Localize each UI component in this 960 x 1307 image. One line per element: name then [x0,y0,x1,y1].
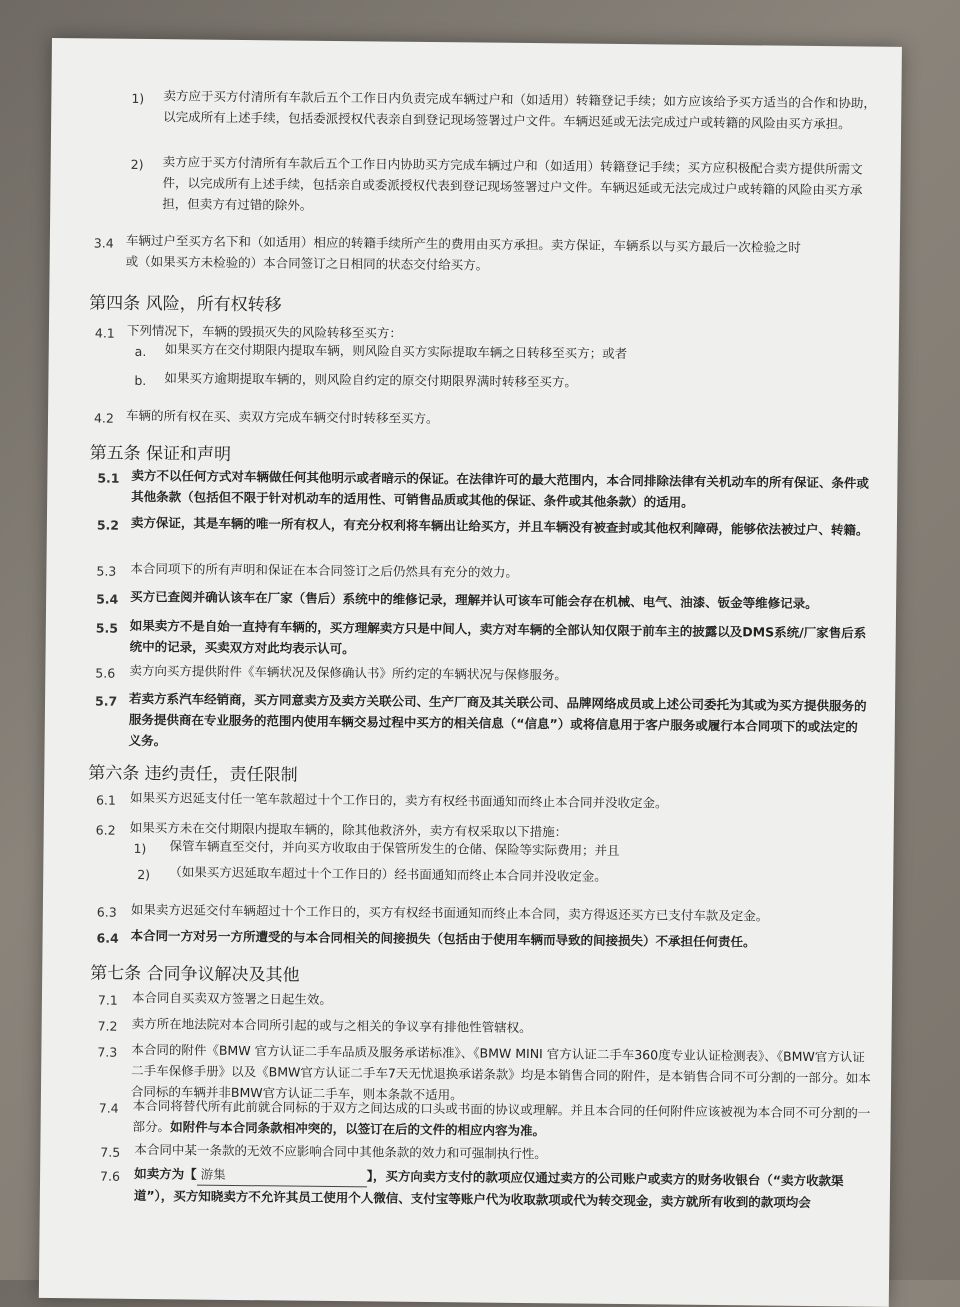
clause-text: 下列情况下，车辆的毁损灭失的风险转移至买方： [126,322,403,341]
clause-number: 6.1 [95,792,116,808]
clause-text: 卖方所在地法院对本合同所引起的或与之相关的争议享有排他性管辖权。 [131,1015,532,1036]
item-number: 1) [131,90,145,106]
clause-number: 5.3 [96,563,117,579]
clause-text-suffix: 】，买方向卖方支付的款项应仅通过卖方的公司账户或卖方的财务收银台（“卖方收款渠道”），买方知晓卖方不允许其员工使用个人微信、支付宝等账户代为收取款项或代为转交现金，卖方就所有收到的款项均会 [133,1168,844,1211]
item-text: 卖方应于买方付清所有车款后五个工作日内协助买方完成车辆过户和（如适用）转籍登记手续；买方应积极配合卖方提供所需文件，以完成所有上述手续，包括亲自或委派授权代表到登记现场签署过户文件。车辆迟延或无法完成过户或转籍的风险由买方承担，但卖方有过错的除外。 [162,154,863,213]
clause-text: 如果卖方迟延交付车辆超过十个工作日的，买方有权经书面通知而终止本合同，卖方得返还买方已支付车款及定金。 [130,901,769,924]
contract-page [39,38,902,1307]
clause-text: 卖方不以任何方式对车辆做任何其他明示或者暗示的保证。在法律许可的最大范围内，本合同排除法律有关机动车的所有保证、条件或其他条款（包括但不限于针对机动车的适用性、可销售品质或其他的保证、条件或其他条款）的适用。 [131,467,869,510]
clause-number: 4.2 [93,410,114,426]
sub-item-text: （如果买方迟延取车超过十个工作日的）经书面通知而终止本合同并没收定金。 [169,864,607,884]
clause-number: 7.6 [100,1168,121,1184]
item-text: 卖方应于买方付清所有车款后五个工作日内负责完成车辆过户和（如适用）转籍登记手续；如方应该给予买方适当的合作和协助，以完成所有上述手续，包括委派授权代表亲自到登记现场签署过户文件。车辆迟延或无法完成过户或转籍的风险由买方承担。 [163,88,876,132]
clause-number: 7.5 [100,1144,121,1160]
section-heading: 第六条 违约责任，责任限制 [88,763,298,786]
clause-text: 如果买方迟延支付任一笔车款超过十个工作日的，卖方有权经书面通知而终止本合同并没收定金。 [129,789,668,811]
clause-number: 5.7 [94,693,118,709]
clause-number: 6.4 [96,930,119,946]
clause-text: 车辆的所有权在买、卖双方完成车辆交付时转移至买方。 [125,407,439,427]
item-number: 2) [130,156,144,172]
clause-text: 本合同项下的所有声明和保证在本合同签订之后仍然具有充分的效力。 [130,560,519,580]
clause-number: 7.1 [97,992,118,1008]
clause-text [132,1095,872,1145]
clause-text [134,1163,874,1214]
clause-text: 买方已查阅并确认该车在厂家（售后）系统中的维修记录，理解并认可该车可能会存在机械、电气、油漆、钣金等维修记录。 [130,588,818,612]
clause-text: 本合同中某一条款的无效不应影响合同中其他条款的效力和可强制执行性。 [134,1141,547,1162]
sub-item-text: 如果买方逾期提取车辆的，则风险自约定的原交付期限界满时转移至买方。 [164,370,578,390]
clause-text: 若卖方系汽车经销商，买方同意卖方及卖方关联公司、生产厂商及其关联公司、品牌网络成员或上述公司委托为其或为买方提供服务的服务提供商在专业服务的范围内使用车辆交易过程中买方的相关信息（“信息”）或将信息用于客户服务或履行本合同项下的或法定的义务。 [128,690,867,749]
sub-item-number: 2) [137,866,151,883]
sub-item-letter: b. [134,372,147,389]
section-heading: 第七条 合同争议解决及其他 [90,963,300,986]
clause-number: 5.6 [95,665,116,681]
clause-text: 如果买方未在交付期限内提取车辆的，除其他救济外，卖方有权采取以下措施： [129,819,568,840]
clause-text-normal: 本合同将替代所有此前就合同标的于双方之间达成的口头或书面的协议或理解。并且本合同的任何附件应该被视为本合同不可分割的一部分。 [132,1097,871,1135]
sub-item-number: 1) [133,840,147,857]
sub-item-text: 保管车辆直至交付，并向买方收取由于保管所发生的仓储、保险等实际费用；并且 [169,838,620,858]
section-heading: 第五条 保证和声明 [89,443,232,465]
clause-text: 如果卖方不是自始一直持有车辆的，买方理解卖方只是中间人，卖方对车辆的全部认知仅限于前车主的披露以及DMS系统/厂家售后系统中的记录，买卖双方对此均表示认可。 [129,617,867,657]
clause-text-prefix: 如卖方为【 [134,1165,197,1182]
clause-number: 5.2 [96,517,120,533]
seller-name-field[interactable] [197,1164,367,1188]
section-heading: 第四条 风险，所有权转移 [89,293,282,316]
clause-number: 5.4 [96,591,119,607]
clause-number: 4.1 [94,325,115,341]
clause-text-emphasis: 如附件与本合同条款相冲突的，以签订在后的文件的相应内容为准。 [170,1119,546,1139]
clause-number: 6.2 [95,822,116,838]
clause-text: 车辆过户至买方名下和（如适用）相应的转籍手续所产生的费用由买方承担。卖方保证，车辆系以与买方最后一次检验之时或（如果买方未检验的）本合同签订之日相同的状态交付给买方。 [125,232,801,273]
sub-item-letter: a. [134,343,147,360]
sub-item-text: 如果买方在交付期限内提取车辆，则风险自买方实际提取车辆之日转移至买方；或者 [164,341,628,362]
clause-text: 卖方向买方提供附件《车辆状况及保修确认书》所约定的车辆状况与保修服务。 [129,662,567,683]
clause-number: 5.5 [95,620,119,636]
clause-number: 5.1 [97,470,120,486]
clause-text: 本合同的附件《BMW 官方认证二手车品质及服务承诺标准》、《BMW MINI 官方认证二手车360度专业认证检测表》、《BMW官方认证二手车保修手册》以及《BMW官方认证二手车7天无忧退换承诺条款》均是本销售合同的附件，是本销售合同不可分割的一部分。如本合同标的车辆并非BMW官方认证二手车，则本条款不适用。 [130,1041,871,1103]
clause-number: 7.3 [97,1044,118,1060]
clause-number: 7.2 [97,1018,118,1034]
clause-text: 本合同自买卖双方签署之日起生效。 [131,989,333,1007]
clause-text: 本合同一方对另一方所遭受的与本合同相关的间接损失（包括由于使用车辆而导致的间接损失）不承担任何责任。 [130,927,756,950]
seller-name-value: 游集 [200,1166,226,1182]
clause-text: 卖方保证，其是车辆的唯一所有权人，有充分权利将车辆出让给买方，并且车辆没有被查封或其他权利障碍，能够依法被过户、转籍。 [130,514,869,538]
clause-number: 6.3 [96,904,117,920]
clause-number: 7.4 [98,1100,119,1116]
clause-number: 3.4 [93,235,114,251]
